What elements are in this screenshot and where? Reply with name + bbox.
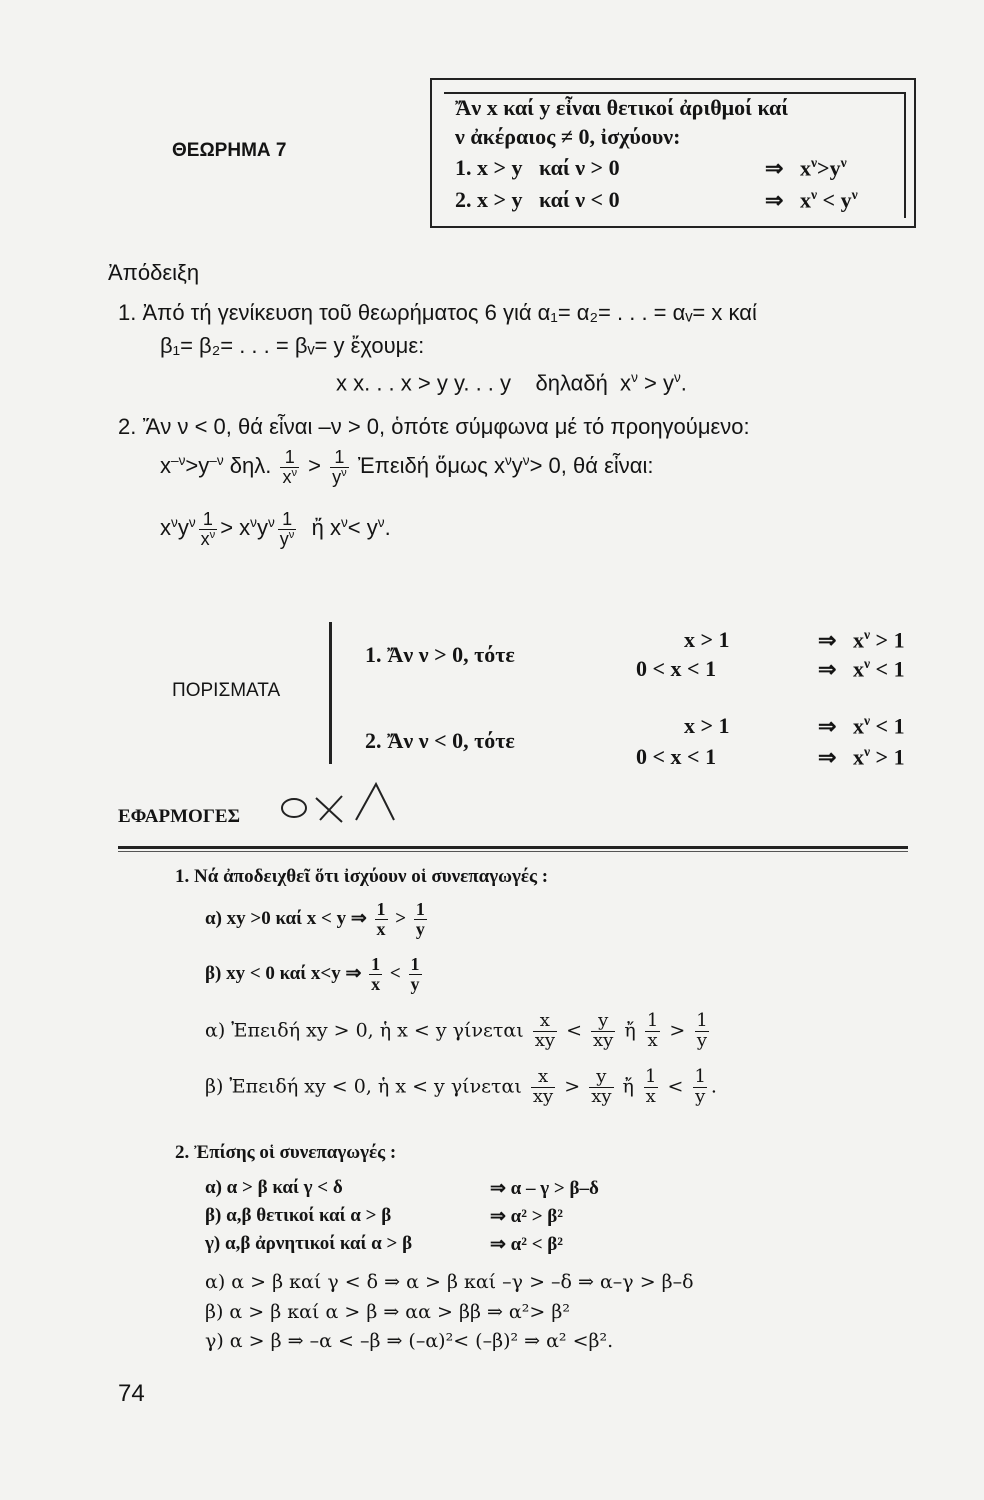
theorem-line2: ν ἀκέραιος ≠ 0, ἰσχύουν: [455,124,681,149]
corollary-1-result-b: ⇒ $x^\nu < 1$ [818,656,905,682]
corollary-2: 2. Ἄν ν < 0, τότε [365,728,515,753]
exercise-2a: α) α > β καί γ < δ [205,1177,343,1198]
theorem-item-1: 1. x > y καί ν > 0 [455,155,620,180]
corollary-1-result-a: ⇒ $x^\nu > 1$ [818,627,905,653]
corollary-2-result-a: ⇒ $x^\nu < 1$ [818,713,905,739]
corollaries-title: ΠΟΡΙΣΜΑΤΑ [172,680,281,701]
proof-p1-line2: β₁= β₂= . . . = βᵥ= y ἔχουμε: [160,333,425,358]
exercise-2b-result: ⇒ α² > β² [490,1206,564,1227]
exercise-1b: β) xy < 0 καί x<y ⇒ $\frac{1}{x}$ < $\frac{1}{y}$ [205,954,420,994]
corollary-2-result-b: ⇒ $x^\nu > 1$ [818,744,905,770]
exercise-2-title: 2. Ἐπίσης οἱ συνεπαγωγές : [175,1142,397,1163]
solution-1b: β) Ἐπειδή xy < 0, ἡ x < y γίνεται $\frac{x}{xy}$ > $\frac{y}{xy}$ ἤ $\frac{1}{x}$ < $\frac{1}{y}$ . [205,1066,717,1107]
corollary-1: 1. Ἄν ν > 0, τότε [365,642,515,667]
solution-2b: β) α > β καί α > β ⇒ αα > ββ ⇒ α²> β² [205,1301,570,1323]
theorem-line1: Ἄν x καί y εἶναι θετικοί ἀριθμοί καί [455,95,789,120]
proof-p1-line1: 1. Ἀπό τή γενίκευση τοῦ θεωρήματος 6 γιά α₁= α₂= . . . = αᵥ= x καί [118,300,757,325]
corollary-1-row-a: x > 1 [684,627,730,652]
theorem-title: ΘΕΩΡΗΜΑ 7 [172,140,287,161]
theorem-item-2: 2. x > y καί ν < 0 [455,187,620,212]
theorem-item-2-result: ⇒ $x^\nu < y^\nu$ [765,187,858,213]
corollary-2-row-a: x > 1 [684,713,730,738]
exercise-2a-result: ⇒ α – γ > β–δ [490,1178,599,1199]
proof-p2-line3: $x^\nu y^\nu$ $\frac{1}{x^\nu}$ > $x^\nu y^\nu$ $\frac{1}{y^\nu}$ ἤ $x^\nu< y^\nu$. [160,509,391,549]
corollary-2-row-b: 0 < x < 1 [636,744,717,769]
corollaries-bar [329,622,332,764]
solution-1a: α) Ἐπειδή xy > 0, ἡ x < y γίνεται $\frac{x}{xy}$ < $\frac{y}{xy}$ ἤ $\frac{1}{x}$ > $\frac{1}{y}$ [205,1010,708,1051]
handwritten-annotation [280,780,410,830]
theorem-item-1-result: ⇒ $x^\nu>y^\nu$ [765,155,847,181]
applications-title: ΕΦΑΡΜΟΓΕΣ [118,806,240,827]
solution-2a: α) α > β καί γ < δ ⇒ α > β καί –γ > –δ ⇒ α–γ > β–δ [205,1271,694,1293]
exercise-2b: β) α,β θετικοί καί α > β [205,1205,392,1226]
proof-p2-line2: $x^{-\nu}>y^{-\nu}$ δηλ. $\frac{1}{x^\nu}$ > $\frac{1}{y^\nu}$ Ἐπειδή ὅμως $x^\nu y^\nu> 0$, θά εἶναι: [160,447,654,487]
page-number: 74 [118,1380,145,1407]
proof-p1-line3: x x. . . x > y y. . . y δηλαδή $x^\nu > y^\nu$. [336,370,687,396]
proof-heading: Ἀπόδειξη [108,260,200,285]
exercise-1a: α) xy >0 καί x < y ⇒ $\frac{1}{x}$ > $\frac{1}{y}$ [205,899,425,939]
exercise-1-title: 1. Νά ἀποδειχθεῖ ὅτι ἰσχύουν οἱ συνεπαγωγές : [175,866,549,887]
exercise-2c: γ) α,β ἀρνητικοί καί α > β [205,1233,413,1254]
section-rule [118,846,908,849]
proof-p2-line1: 2. Ἄν ν < 0, θά εἶναι –ν > 0, ὁπότε σύμφωνα μέ τό προηγούμενο: [118,414,750,439]
exercise-2c-result: ⇒ α² < β² [490,1234,564,1255]
corollary-1-row-b: 0 < x < 1 [636,656,717,681]
section-rule-thin [118,851,908,852]
solution-2c: γ) α > β ⇒ –α < –β ⇒ (–α)²< (–β)² ⇒ α² <β². [205,1330,614,1352]
